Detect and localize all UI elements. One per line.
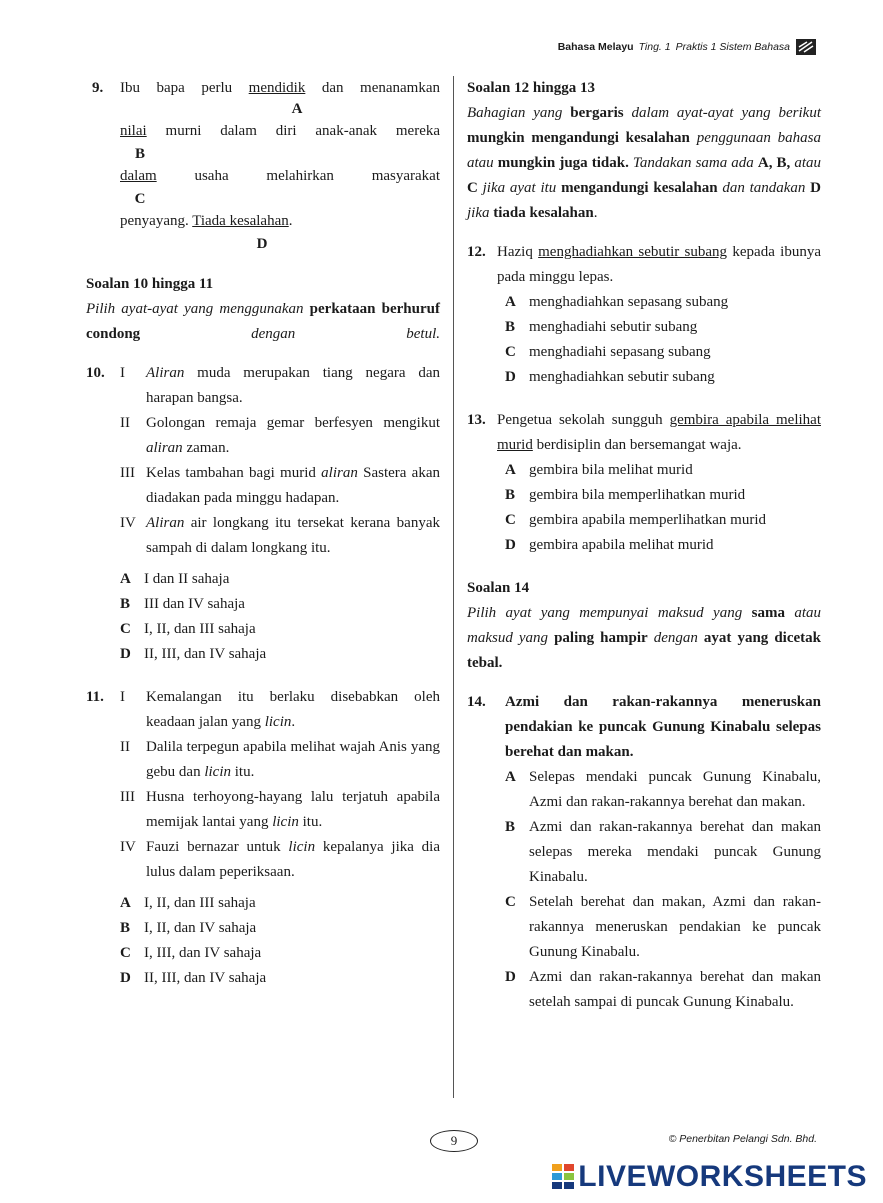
right-column — [467, 76, 821, 1015]
option-a[interactable]: A Selepas mendaki puncak Gunung Kinabalu, Azmi dan rakan-rakannya berehat dan makan. — [505, 769, 821, 810]
option-d[interactable]: D gembira apabila melihat murid — [505, 537, 714, 553]
label-a: A — [291, 101, 303, 117]
option-d[interactable]: D II, III, dan IV sahaja — [120, 646, 267, 662]
q9-text-4: usaha melahirkan masyarakat — [194, 168, 441, 184]
question-13: 13. Pengetua sekolah sungguh gembira apabila melihat murid berdisiplin dan bersemangat waja. A gembira bila melihat murid B gembira bila memperlihatkan murid C gembira apabila memperlihatkan murid D gembira apabila melihat murid — [467, 408, 821, 558]
option-b[interactable]: B Azmi dan rakan-rakannya berehat dan makan selepas mereka mendaki puncak Gunung Kinabalu. — [505, 819, 821, 885]
option-a[interactable]: A I, II, dan III sahaja — [120, 895, 256, 911]
option-c[interactable]: C I, II, dan III sahaja — [120, 621, 256, 637]
column-divider — [453, 76, 454, 1098]
statement-ii: II Golongan remaja gemar berfesyen mengikut aliran zaman. — [120, 415, 440, 456]
label-c: C — [134, 191, 146, 207]
q9-underlined-c: dalam — [120, 168, 157, 184]
section-title: Soalan 14 — [467, 580, 530, 596]
q9-text-2: dan menanamkan — [321, 80, 440, 96]
liveworksheets-logo — [552, 1160, 867, 1194]
brand-name: LIVEWORKSHEETS — [578, 1160, 867, 1193]
statement-iii: III Husna terhoyong-hayang lalu terjatuh apabila memijak lantai yang licin itu. — [120, 789, 440, 830]
option-b[interactable]: B III dan IV sahaja — [120, 596, 245, 612]
q9-underlined-a: mendidik — [248, 80, 306, 96]
option-c[interactable]: C I, III, dan IV sahaja — [120, 945, 262, 961]
header-section: Praktis 1 Sistem Bahasa — [675, 41, 790, 53]
question-number: 13. — [467, 412, 486, 428]
left-column — [86, 76, 440, 991]
option-c[interactable]: C Setelah berehat dan makan, Azmi dan rakan-rakannya meneruskan pendakian ke puncak Gunung Kinabalu. — [505, 894, 821, 960]
option-a[interactable]: A menghadiahkan sepasang subang — [505, 294, 729, 310]
question-number: 14. — [467, 694, 486, 710]
q14-stem: Azmi dan rakan-rakannya meneruskan pendakian ke puncak Gunung Kinabalu selepas berehat dan makan. — [505, 694, 821, 760]
statement-i: I Aliran muda merupakan tiang negara dan harapan bangsa. — [120, 365, 440, 406]
option-d[interactable]: D menghadiahkan sebutir subang — [505, 369, 715, 385]
statement-ii: II Dalila terpegun apabila melihat wajah Anis yang gebu dan licin itu. — [120, 739, 440, 780]
page-number: 9 — [430, 1130, 478, 1152]
section-title: Soalan 12 hingga 13 — [467, 80, 595, 96]
option-d[interactable]: D II, III, dan IV sahaja — [120, 970, 267, 986]
liveworksheets-icon — [552, 1164, 574, 1190]
q9-text-1: Ibu bapa perlu — [120, 80, 233, 96]
statement-iii: III Kelas tambahan bagi murid aliran Sastera akan diadakan pada minggu hadapan. — [120, 465, 440, 506]
section-title: Soalan 10 hingga 11 — [86, 276, 214, 292]
book-icon — [795, 38, 817, 56]
q9-text-3: murni dalam diri anak-anak mereka — [165, 123, 441, 139]
statement-i: I Kemalangan itu berlaku disebabkan oleh keadaan jalan yang licin. — [120, 689, 440, 730]
question-11 — [86, 685, 440, 991]
section-14-instructions: Soalan 14 Pilih ayat yang mempunyai maksud yang sama atau maksud yang paling hampir dengan ayat yang dicetak tebal. — [467, 576, 821, 676]
q9-text-5: penyayang. — [120, 213, 189, 229]
option-b[interactable]: B menghadiahi sebutir subang — [505, 319, 698, 335]
option-b[interactable]: B I, II, dan IV sahaja — [120, 920, 257, 936]
statement-iv: IV Fauzi bernazar untuk licin kepalanya jika dia lulus dalam peperiksaan. — [120, 839, 440, 880]
q9-underlined-d: Tiada kesalahan — [192, 213, 289, 229]
question-12: 12. Haziq menghadiahkan sebutir subang kepada ibunya pada minggu lepas. A menghadiahkan sepasang subang B menghadiahi sebutir subang C menghadiahi sepasang subang D menghadiahkan sebutir subang — [467, 240, 821, 390]
instr-text: Pilih ayat-ayat yang menggunakan — [86, 301, 304, 317]
q9-underlined-b: nilai — [120, 123, 147, 139]
label-d: D — [256, 236, 268, 252]
option-c[interactable]: C menghadiahi sepasang subang — [505, 344, 711, 360]
option-d[interactable]: D Azmi dan rakan-rakannya berehat dan makan setelah sampai di puncak Gunung Kinabalu. — [505, 969, 821, 1010]
question-number: 10. — [86, 365, 105, 381]
option-c[interactable]: C gembira apabila memperlihatkan murid — [505, 512, 766, 528]
statement-iv: IV Aliran air longkang itu tersekat kerana banyak sampah di dalam longkang itu. — [120, 515, 440, 556]
section-12-13-instructions: Soalan 12 hingga 13 Bahagian yang bergaris dalam ayat-ayat yang berikut mungkin mengandungi kesalahan penggunaan bahasa atau mungkin juga tidak. Tandakan sama ada A, B, atau C jika ayat itu mengandungi kesalahan dan tandakan D jika tiada kesalahan. — [467, 76, 821, 226]
header-level: Ting. 1 — [638, 41, 671, 53]
question-14 — [467, 690, 821, 1015]
label-b: B — [134, 146, 145, 162]
q12-underlined: menghadiahkan sebutir subang — [538, 244, 728, 260]
header-subject: Bahasa Melayu — [557, 41, 634, 53]
running-header — [558, 38, 817, 56]
section-10-11-instructions — [86, 272, 440, 347]
instr-bold: perkataan berhuruf condong — [86, 301, 440, 342]
question-number: 9. — [92, 80, 104, 96]
option-a[interactable]: A I dan II sahaja — [120, 571, 230, 587]
copyright: © Penerbitan Pelangi Sdn. Bhd. — [668, 1133, 817, 1145]
question-number: 12. — [467, 244, 486, 260]
option-a[interactable]: A gembira bila melihat murid — [505, 462, 693, 478]
option-b[interactable]: B gembira bila memperlihatkan murid — [505, 487, 746, 503]
question-10 — [86, 361, 440, 667]
q13-underlined: gembira apabila melihat murid — [497, 412, 821, 453]
question-9: 9. Ibu bapa perlu mendidik dan menanamkan A nilai murni dalam diri anak-anak mereka B dalam usaha melahirkan masyarakat C penyayang. Tiada kesalahan. D — [86, 76, 440, 254]
instr-text: dengan betul. — [251, 326, 440, 342]
question-number: 11. — [86, 689, 104, 705]
